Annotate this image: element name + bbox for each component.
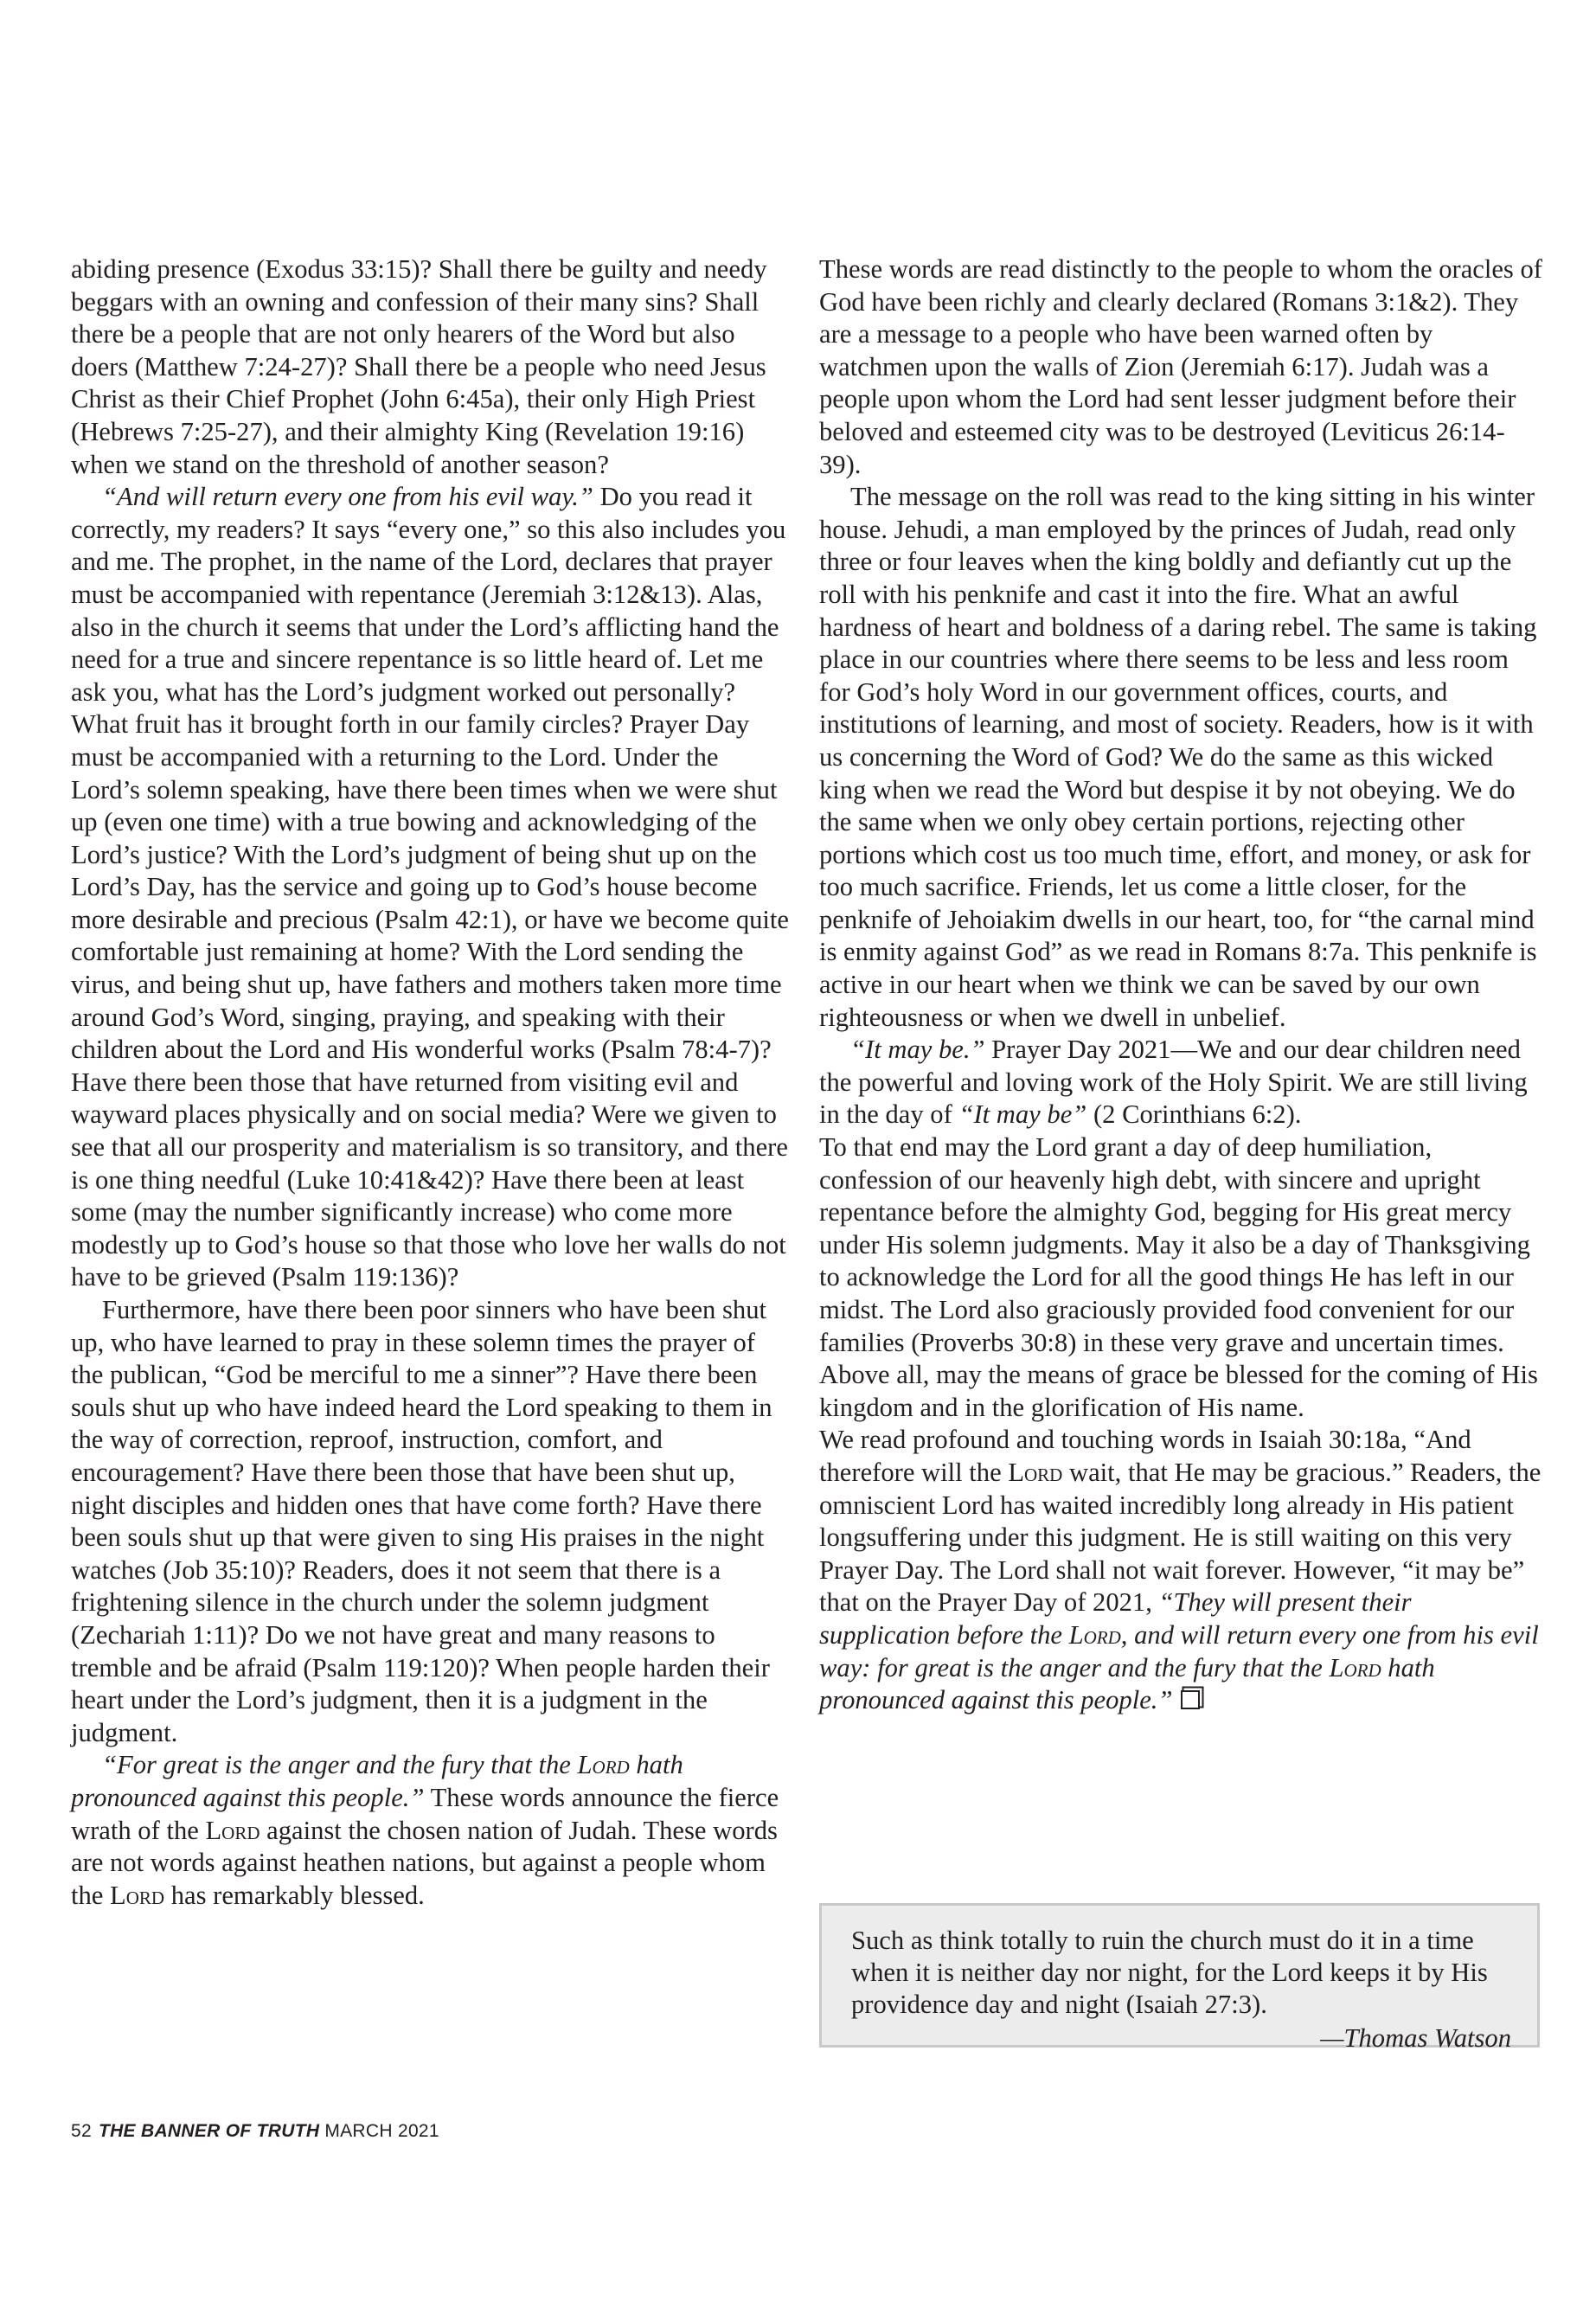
- quote-text: hath pronounced against this people.”: [819, 1652, 1435, 1715]
- paragraph-text: has remarkably blessed.: [164, 1880, 425, 1910]
- paragraph-text: We read profound and touching words in Isaiah 30:18a, “And therefore will the: [819, 1425, 1471, 1487]
- publication-title: THE BANNER OF TRUTH: [98, 2121, 320, 2141]
- issue-date: MARCH 2021: [324, 2121, 439, 2141]
- lord-smallcaps: Lord: [110, 1880, 165, 1910]
- paragraph: abiding presence (Exodus 33:15)? Shall there be guilty and needy beggars with an owning and confession of their many sins? Shall there be a people that are not only hearers of the Word but also doers (Matthew 7:24-27)? Shall there be a people who need Jesus Christ as their Chief Prophet (John 6:45a), their only High Priest (Hebrews 7:25-27), and their almighty King (Revelation 19:16) when we stand on the threshold of another season?: [71, 254, 767, 479]
- lord-smallcaps: Lord: [205, 1815, 260, 1845]
- quote-text: hath pronounced against this people.”: [71, 1750, 683, 1812]
- paragraph: The message on the roll was read to the king sitting in his winter house. Jehudi, a man employed by the princes of Judah, read only three or four leaves when the king boldly and defiantly cut up the roll with his penknife and cast it into the fire. What an awful hardness of heart and boldness of a daring rebel. The same is taking place in our countries where there seems to be less and less room for God’s holy Word in our government offices, courts, and institutions of learning, and most of society. Readers, how is it with us concerning the Word of God? We do the same as this wicked king when we read the Word but despise it by not obeying. We do the same when we only obey certain portions, rejecting other portions which cost us too much time, effort, and money, or ask for too much sacrifice. Friends, let us come a little closer, for the penknife of Jehoiakim dwells in our heart, too, for “the carnal mind is enmity against God” as we read in Romans 8:7a. This penknife is active in our heart when we think we can be saved by our own righteousness or when we dwell in unbelief.: [819, 482, 1537, 1032]
- scripture-quote: “It may be”: [958, 1099, 1087, 1130]
- quote-text: “They will present their supplication before the: [819, 1587, 1412, 1650]
- lord-smallcaps: Lord: [577, 1750, 630, 1780]
- right-column: [819, 253, 1542, 1717]
- lord-smallcaps: Lord: [1008, 1457, 1063, 1487]
- paragraph: These words are read distinctly to the people to whom the oracles of God have been richly and clearly declared (Romans 3:1&2). They are a message to a people who have been warned often by watchmen upon the walls of Zion (Jeremiah 6:17). Judah was a people upon whom the Lord had sent lesser judgment before their beloved and esteemed city was to be destroyed (Leviticus 26:14-39).: [819, 254, 1542, 479]
- paragraph: [71, 1749, 791, 1912]
- page-number: 52: [71, 2121, 92, 2141]
- paragraph: To that end may the Lord grant a day of deep humiliation, confession of our heavenly high debt, with sincere and upright repentance before the almighty God, begging for His great mercy under His solemn judgments. May it also be a day of Thanksgiving to acknowledge the Lord for all the good things He has left in our midst. The Lord also graciously provided food convenient for our families (Proverbs 30:8) in these very grave and uncertain times. Above all, may the means of grace be blessed for the coming of His kingdom and in the glorification of His name.: [819, 1132, 1538, 1422]
- paragraph-text: against the chosen nation of Judah. These words are not words against heathen nations, but against a people whom the: [71, 1815, 778, 1910]
- quote-text: , and will return every one from his evil way: for great is the anger and the fury that the: [819, 1619, 1539, 1682]
- scripture-quote: “It may be.”: [850, 1035, 985, 1065]
- end-mark-icon: [1181, 1690, 1200, 1709]
- page-footer: [71, 2121, 439, 2142]
- paragraph: Furthermore, have there been poor sinners who have been shut up, who have learned to pray in these solemn times the prayer of the publican, “God be merciful to me a sinner”? Have there been souls shut up who have indeed heard the Lord speaking to them in the way of correction, reproof, instruction, comfort, and encouragement? Have there been those that have been shut up, night disciples and hidden ones that have come forth? Have there been souls shut up that were given to sing His praises in the night watches (Job 35:10)? Readers, does it not seem that there is a frightening silence in the church under the solemn judgment (Zechariah 1:11)? Do we not have great and many reasons to tremble and be afraid (Psalm 119:120)? When people harden their heart under the Lord’s judgment, then it is a judgment in the judgment.: [71, 1295, 772, 1747]
- lord-smallcaps: Lord: [1068, 1619, 1121, 1650]
- quote-text: “For great is the anger and the fury that the: [102, 1750, 578, 1780]
- paragraph: [819, 1424, 1542, 1716]
- paragraph-text: These words announce the fierce wrath of the: [71, 1782, 779, 1845]
- paragraph-text: Prayer Day 2021—We and our dear children need the powerful and loving work of the Holy Spirit. We are still living in the day of: [819, 1035, 1528, 1130]
- pull-quote-attribution: —Thomas Watson: [1320, 2023, 1511, 2053]
- left-column: [71, 253, 791, 1912]
- paragraph: [819, 1034, 1542, 1131]
- paragraph-text: Do you read it correctly, my readers? It says “every one,” so this also includes you and me. The prophet, in the name of the Lord, declares that prayer must be accompanied with repentance (Jeremiah 3:12&13). Alas, also in the church it seems that under the Lord’s afflicting hand the need for a true and sincere repentance is so little heard of. Let me ask you, what has the Lord’s judgment worked out personally? What fruit has it brought forth in our family circles? Prayer Day must be accompanied with a returning to the Lord. Under the Lord’s solemn speaking, have there been times when we were shut up (even one time) with a true bowing and acknowledging of the Lord’s justice? With the Lord’s judgment of being shut up on the Lord’s Day, has the service and going up to God’s house become more desirable and precious (Psalm 42:1), or have we become quite comfortable just remaining at home? With the Lord sending the virus, and being shut up, have fathers and mothers taken more time around God’s Word, singing, praying, and speaking with their children about the Lord and His wonderful works (Psalm 78:4-7)? Have there been those that have returned from visiting evil and wayward places physically and on social media? Were we given to see that all our prosperity and materialism is so transitory, and there is one thing needful (Luke 10:41&42)? Have there been at least some (may the number significantly increase) who come more modestly up to God’s house so that those who love her walls do not have to be grieved (Psalm 119:136)?: [71, 482, 790, 1292]
- scripture-quote: “And will return every one from his evil way.”: [102, 482, 593, 512]
- lord-smallcaps: Lord: [1329, 1652, 1381, 1682]
- paragraph-text: wait, that He may be gracious.” Readers, the omniscient Lord has waited incredibly long already in His patient longsuffering under this judgment. He is still waiting on this very Prayer Day. The Lord shall not wait forever. However, “it may be” that on the Prayer Day of 2021,: [819, 1457, 1542, 1618]
- paragraph-text: (2 Corinthians 6:2).: [1086, 1099, 1302, 1130]
- pull-quote-text: Such as think totally to ruin the church must do it in a time when it is neither day nor night, for the Lord keeps it by His providence day and night (Isaiah 27:3).: [851, 1926, 1488, 2019]
- paragraph: [71, 481, 791, 1294]
- pull-quote-box: [819, 1903, 1540, 2053]
